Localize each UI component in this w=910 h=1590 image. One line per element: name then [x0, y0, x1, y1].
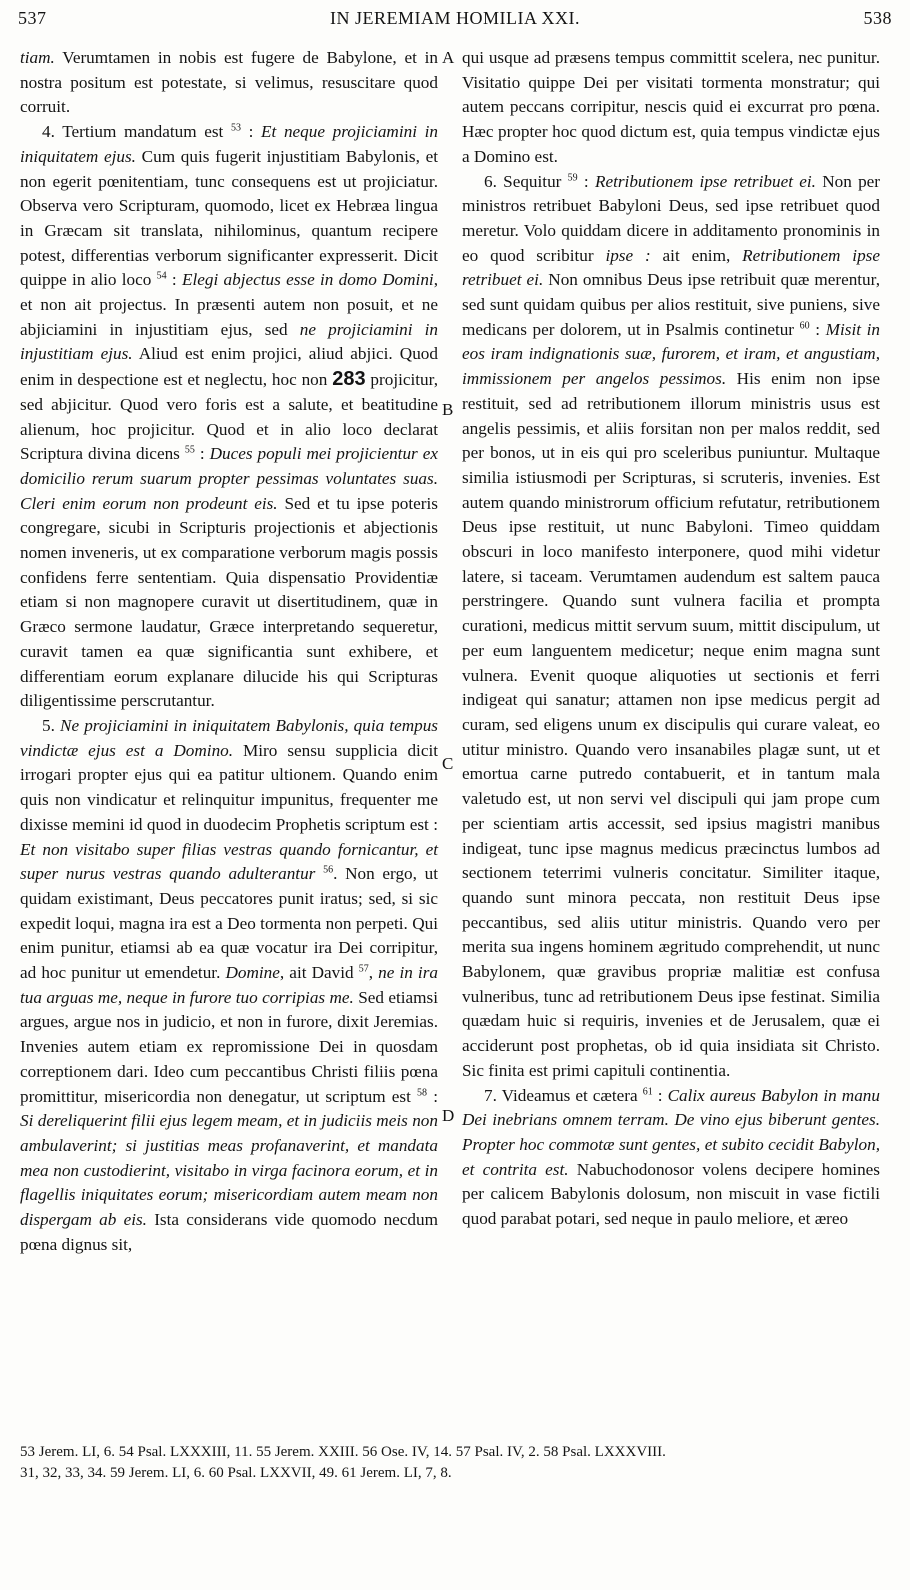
right-column	[462, 46, 880, 1232]
footnote-line-2: 31, 32, 33, 34. 59 Jerem. LI, 6. 60 Psal. LXXVII, 49. 61 Jerem. LI, 7, 8.	[20, 1465, 452, 1481]
running-header	[18, 8, 892, 34]
left-column-paragraph: tiam. Verumtamen in nobis est fugere de Babylone, et in nostra positum est potestate, si velimus, resuscitare quod corruit.	[20, 48, 438, 117]
left-column-paragraph: 5. Ne projiciamini in iniquitatem Babylonis, quia tempus vindictæ ejus est a Domino. Miro sensu supplicia dicit irrogari propter ejus qui ea patitur ultionem. Quando enim quis non vindicatur et relinquitur impunitus, frequenter me dixisse memini id quod in duodecim Prophetis scriptum est : Et non visitabo super filias vestras quando fornicantur, et super nurus vestras quando adulterantur $^{56}$. Non ergo, ut quidam existimant, Deus peccatores punit iratus; sed, si sic expedit loqui, magna ira est a Deo tormenta non perpeti. Qui enim punitur, etiamsi ab ea quæ vocatur ira Dei corripitur, ad hoc punitur ut emendetur. Domine, ait David $^{57}$, ne in ira tua arguas me, neque in furore tuo corripias me. Sed etiamsi argues, argue nos in judicio, et non in furore, dixit Jeremias. Invenies autem etiam ex repromissione Dei in quosdam correptionem dari. Ideo cum peccantibus Christi filiis pœna promittitur, misericordia non denegatur, ut scriptum est $^{58}$ : Si dereliquerint filii ejus legem meam, et in judiciis meis non ambulaverint; si justitias meas profanaverint, et mandata mea non custodierint, visitabo in virga facinora eorum, et in flagellis iniquitates eorum; misericordiam autem meam non dispergam ab eis. Ista considerans vide quomodo necdum pœna dignus sit,	[20, 715, 439, 1254]
footnote-line-1: 53 Jerem. LI, 6. 54 Psal. LXXXIII, 11. 55 Jerem. XXIII. 56 Ose. IV, 14. 57 Psal. IV, 2. 58 Psal. LXXXVIII.	[20, 1444, 666, 1460]
right-column-paragraph: qui usque ad præsens tempus committit scelera, nec punitur. Visitatio quippe Dei per visitati tormenta monstratur; qui autem peccans corripitur, nescis quid ei excurrat pro pœna. Hæc propter hoc quod dictum est, quia tempus vindictæ ejus a Domino est.	[462, 48, 880, 166]
left-column	[20, 46, 438, 1257]
footnotes	[20, 1442, 890, 1484]
right-column-paragraph: 6. Sequitur $^{59}$ : Retributionem ipse retribuet ei. Non per ministros retribuet Babyloni Deus, sed ipse retribuet quod meretur. Volo quiddam dicere in additamento pronominis in eo quod scribitur ipse : ait enim, Retributionem ipse retribuet ei. Non omnibus Deus ipse retribuit quæ merentur, sed sunt quidam quibus per alios restituit, sive puniens, sive medicans per dolorem, ut in Psalmis continetur $^{60}$ : Misit in eos iram indignationis suæ, furorem, et iram, et angustiam, immissionem per angelos pessimos. His enim non ipse restituit, sed ad retributionem illorum ministris usus est angelis pessimis, et aliis forsitan non per malos reddit, sed per bonos, ut in eis qui pro sceleribus puniuntur. Multaque similia istiusmodi per Scripturas, si scruteris, invenies. Est autem quando ministrorum officium refutatur, retributionem Deus ipse restituit, ut nunc Babyloni. Timeo quiddam obscuri in loco manifesto interponere, quod mihi videtur latere, si taceam. Verumtamen audendum est saltem pauca perstringere. Quando sunt vulnera facilia et prompta curationi, medicus mittit servum suum, mittit discipulum, ut per eum languentem medicetur; neque enim magna sunt vulnera. Evenit quoque aliquoties ut sectionis et ferri indigeat qui sanatur; attamen non ipse medicus pergit ad curam, sed eligens unum ex discipulis qui curare valeat, eo utitur ministro. Quando vero insanabiles plagæ sunt, ut et emortua carne putredo contabuerit, et in tantum mala valetudo est, ut non servi vel discipuli qui jam prope cum per scientiam artis accessit, sed ipsius magistri manibus indigeat, tunc ipse magnus medicus præcinctus lumbos ad sectionem teterrimi vulneris concitatur. Similiter itaque, quando sunt minora peccata, non restituit Deus ipse peccantibus, sed aliis utitur ministris. Quando vero per merita sua ingens hominem ægritudo comprehendit, ut nunc Babylonem, quæ gravibus propriæ malitiæ est confusa vulneribus, tunc ad retributionem Deus ipse festinat. Similia quædam huic si requiris, invenies et de Jerusalem, quæ ei acciderunt post prophetas, ob id quia insidiata sit Christo. Sic finita est primi capituli continentia.	[462, 171, 881, 1080]
right-page-number: 538	[863, 8, 892, 28]
margin-letter-a: A	[442, 48, 455, 67]
left-column-paragraph: 4. Tertium mandatum est $^{53}$ : Et neque projiciamini in iniquitatem ejus. Cum quis fugerit injustitiam Babylonis, et non egerit pœnitentiam, tunc consequens est ut projiciatur. Observa vero Scripturam, quomodo, licet ex Hebræa lingua in Græcam sit translata, nihilominus, quantum recipere potest, differentias verborum significanter expresserit. Dicit quippe in alio loco $^{54}$ : Elegi abjectus esse in domo Domini, et non ait projectus. In præsenti autem non posuit, et ne abjiciamini in injustitiam ejus, sed ne projiciamini in injustitiam ejus. Aliud est enim projici, aliud abjici. Quod enim in despectione est et neglectu, hoc non 283 projicitur, sed abjicitur. Quod vero foris est a salute, et beatitudine alienum, hoc projicitur. Quod et in alio loco declarat Scriptura divina dicens $^{55}$ : Duces populi mei projicientur ex domicilio rerum suarum propter pessimas voluntates suas. Cleri enim eorum non prodeunt eis. Sed et tu ipse poteris congregare, sicubi in Scripturis projectionis et abjectionis nomen inveneris, ut ex comparatione verborum magis possis confidens ferre sententiam. Quia dispensatio Providentiæ etiam si non magnopere curavit ut disertitudinem, quæ in Græco sermone laudatur, Græce interpretando sequeretur, curavit tamen ea quæ significantia sunt exhibere, et differentiam eorum explanare dilucide his qui Scripturas diligentissime perscrutantur.	[20, 122, 439, 711]
running-title: IN JEREMIAM HOMILIA XXI.	[330, 8, 580, 28]
page-marker-283: 283	[332, 368, 366, 391]
right-column-paragraph: 7. Videamus et cætera $^{61}$ : Calix aureus Babylon in manu Dei inebrians omnem terram. De vino ejus biberunt gentes. Propter hoc commotæ sunt gentes, et subito cecidit Babylon, et contrita est. Nabuchodonosor volens decipere homines per calicem Babylonis dolosum, non miscuit in vase fictili quod parabat potari, sed neque in paulo meliore, et æreo	[462, 1085, 880, 1229]
margin-letter-b: B	[442, 400, 454, 419]
margin-letter-c: C	[442, 754, 454, 773]
margin-letter-d: D	[442, 1106, 455, 1125]
left-page-number: 537	[18, 8, 47, 28]
